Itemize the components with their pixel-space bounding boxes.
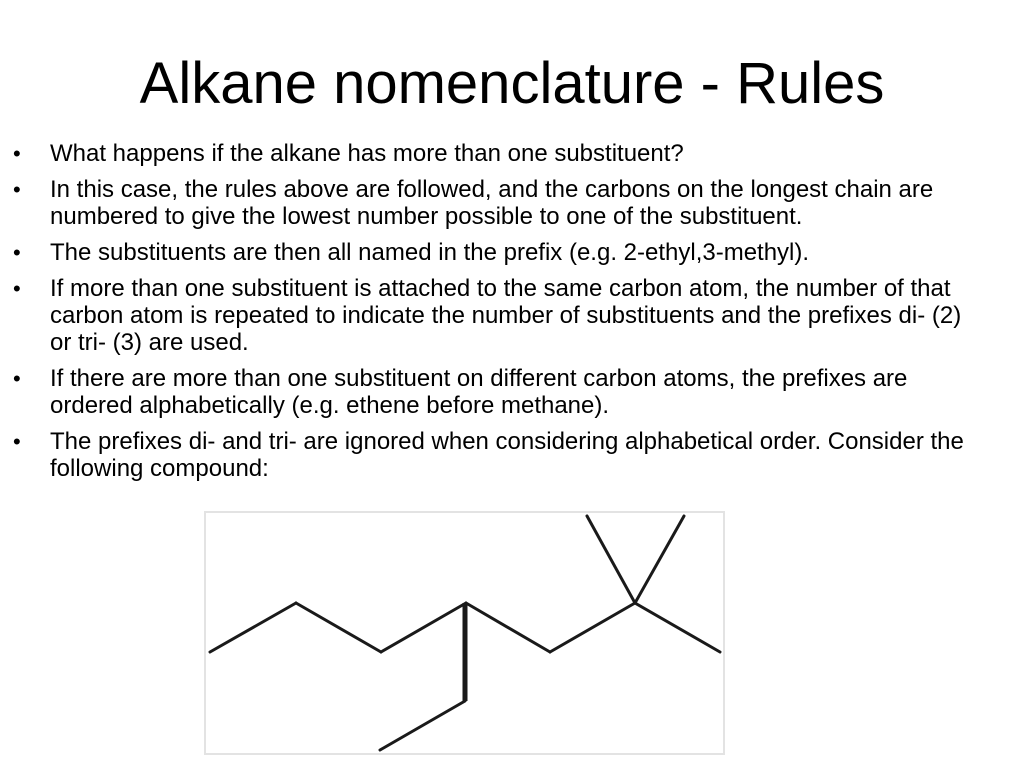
compound-figure bbox=[204, 511, 725, 755]
bullet-item bbox=[0, 176, 1024, 230]
bullet-icon: • bbox=[13, 276, 21, 301]
bond bbox=[635, 516, 684, 603]
bullet-icon: • bbox=[13, 366, 21, 391]
bullet-icon: • bbox=[13, 177, 21, 202]
bullet-item bbox=[0, 239, 1024, 266]
bullet-text: The prefixes di- and tri- are ignored when considering alphabetical order. Consider the following compound: bbox=[50, 428, 964, 482]
bond bbox=[635, 603, 720, 652]
bond bbox=[296, 603, 381, 652]
bond bbox=[587, 516, 635, 603]
bullet-icon: • bbox=[13, 429, 21, 454]
bullet-icon: • bbox=[13, 240, 21, 265]
bond bbox=[466, 603, 550, 652]
bullet-item bbox=[0, 428, 1024, 482]
bullet-list bbox=[0, 140, 1024, 491]
bullet-text: In this case, the rules above are followed, and the carbons on the longest chain are numbered to give the lowest number possible to one of the substituent. bbox=[50, 176, 934, 230]
bullet-text: If there are more than one substituent on different carbon atoms, the prefixes are ordered alphabetically (e.g. ethene before methane). bbox=[50, 365, 908, 419]
bond bbox=[550, 603, 635, 652]
slide-title: Alkane nomenclature - Rules bbox=[139, 51, 885, 116]
bullet-icon: • bbox=[13, 141, 21, 166]
bullet-text: What happens if the alkane has more than one substituent? bbox=[50, 140, 684, 167]
skeletal-formula-icon bbox=[204, 511, 725, 755]
bond bbox=[381, 603, 466, 652]
bond bbox=[210, 603, 296, 652]
bullet-item bbox=[0, 140, 1024, 167]
bullet-item bbox=[0, 365, 1024, 419]
bullet-item bbox=[0, 275, 1024, 356]
bullet-text: The substituents are then all named in the prefix (e.g. 2-ethyl,3-methyl). bbox=[50, 239, 810, 266]
bullet-text: If more than one substituent is attached to the same carbon atom, the number of that carbon atom is repeated to indicate the number of substituents and the prefixes di- (2) or tri- (3) are used. bbox=[50, 275, 962, 356]
bond bbox=[380, 701, 465, 750]
